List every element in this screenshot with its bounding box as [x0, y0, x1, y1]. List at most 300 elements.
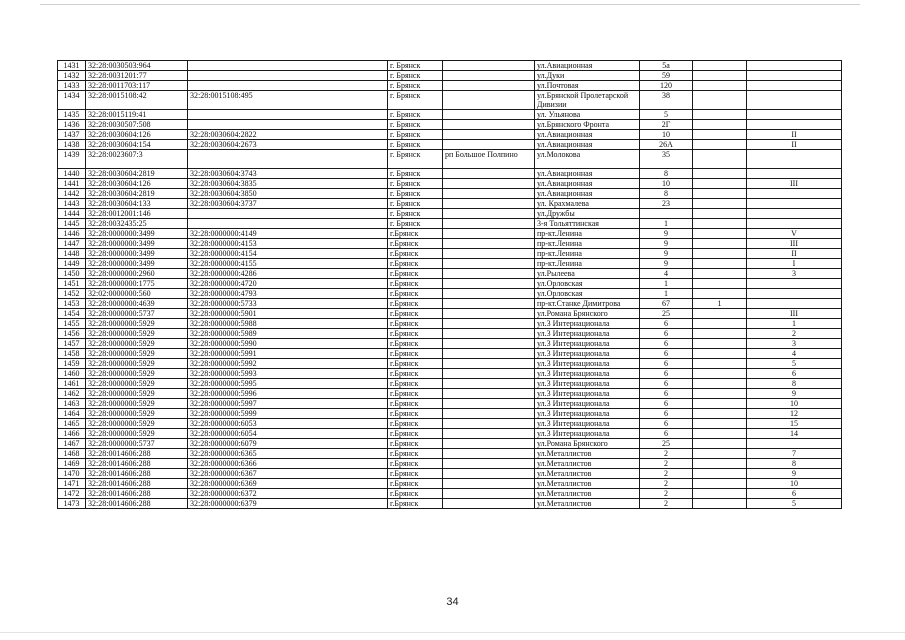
parent-cadastral-number: 32:28:0000000:5992 — [188, 359, 388, 369]
city: г. Брянск — [388, 91, 443, 110]
parent-cadastral-number: 32:28:0000000:4793 — [188, 289, 388, 299]
extra-field — [693, 269, 747, 279]
settlement — [443, 179, 535, 189]
city: г.Брянск — [388, 349, 443, 359]
city: г. Брянск — [388, 120, 443, 130]
city: г. Брянск — [388, 179, 443, 189]
parent-cadastral-number: 32:28:0030604:2822 — [188, 130, 388, 140]
settlement — [443, 489, 535, 499]
row-number: 1471 — [58, 479, 86, 489]
city: г. Брянск — [388, 71, 443, 81]
table-row — [58, 150, 842, 169]
house-number: 6 — [640, 369, 693, 379]
floor-field — [747, 189, 842, 199]
extra-field — [693, 499, 747, 509]
cadastral-number: 32:28:0000000:5929 — [86, 349, 188, 359]
settlement — [443, 339, 535, 349]
house-number: 9 — [640, 239, 693, 249]
house-number: 9 — [640, 249, 693, 259]
row-number: 1459 — [58, 359, 86, 369]
street: пр-кт.Ленина — [535, 259, 640, 269]
settlement — [443, 299, 535, 309]
table-row — [58, 329, 842, 339]
parent-cadastral-number: 32:28:0000000:4155 — [188, 259, 388, 269]
settlement — [443, 469, 535, 479]
floor-field — [747, 279, 842, 289]
city: г.Брянск — [388, 269, 443, 279]
street: ул.Молокова — [535, 150, 640, 169]
city: г. Брянск — [388, 140, 443, 150]
street: ул.3 Интернационала — [535, 339, 640, 349]
row-number: 1457 — [58, 339, 86, 349]
street: ул.3 Интернационала — [535, 319, 640, 329]
cadastral-number: 32:28:0000000:1775 — [86, 279, 188, 289]
floor-field: 5 — [747, 359, 842, 369]
table-row — [58, 389, 842, 399]
house-number: 25 — [640, 439, 693, 449]
row-number: 1435 — [58, 110, 86, 120]
extra-field — [693, 279, 747, 289]
row-number: 1436 — [58, 120, 86, 130]
cadastral-number: 32:28:0030604:133 — [86, 199, 188, 209]
settlement — [443, 309, 535, 319]
settlement — [443, 130, 535, 140]
cadastral-number: 32:28:0014606:288 — [86, 489, 188, 499]
table-row — [58, 429, 842, 439]
floor-field: V — [747, 229, 842, 239]
street: ул.Дуки — [535, 71, 640, 81]
settlement — [443, 369, 535, 379]
city: г.Брянск — [388, 259, 443, 269]
floor-field: 1 — [747, 319, 842, 329]
city: г. Брянск — [388, 219, 443, 229]
house-number: 1 — [640, 219, 693, 229]
floor-field: 9 — [747, 469, 842, 479]
house-number: 9 — [640, 229, 693, 239]
street: ул.3 Интернационала — [535, 349, 640, 359]
parent-cadastral-number — [188, 110, 388, 120]
extra-field — [693, 359, 747, 369]
floor-field: 9 — [747, 389, 842, 399]
city: г.Брянск — [388, 339, 443, 349]
city: г.Брянск — [388, 469, 443, 479]
parent-cadastral-number: 32:28:0030604:3737 — [188, 199, 388, 209]
city: г.Брянск — [388, 439, 443, 449]
floor-field: 15 — [747, 419, 842, 429]
cadastral-number: 32:28:0000000:5929 — [86, 429, 188, 439]
settlement — [443, 81, 535, 91]
cadastral-number: 32:28:0030604:154 — [86, 140, 188, 150]
row-number: 1462 — [58, 389, 86, 399]
floor-field: 8 — [747, 459, 842, 469]
cadastral-number: 32:28:0030604:126 — [86, 179, 188, 189]
table-row — [58, 91, 842, 110]
table-row — [58, 459, 842, 469]
floor-field — [747, 299, 842, 309]
cadastral-number: 32:28:0014606:288 — [86, 499, 188, 509]
city: г. Брянск — [388, 61, 443, 71]
table-row — [58, 269, 842, 279]
extra-field — [693, 239, 747, 249]
table-row — [58, 81, 842, 91]
floor-field — [747, 81, 842, 91]
row-number: 1431 — [58, 61, 86, 71]
street: ул.Романа Брянского — [535, 439, 640, 449]
settlement — [443, 419, 535, 429]
cadastral-number: 32:28:0000000:4639 — [86, 299, 188, 309]
house-number: 120 — [640, 81, 693, 91]
table-row — [58, 120, 842, 130]
settlement — [443, 199, 535, 209]
settlement — [443, 120, 535, 130]
row-number: 1454 — [58, 309, 86, 319]
table-row — [58, 489, 842, 499]
table-row — [58, 379, 842, 389]
settlement — [443, 61, 535, 71]
extra-field — [693, 469, 747, 479]
table-row — [58, 209, 842, 219]
house-number: 5 — [640, 110, 693, 120]
street: ул.Почтовая — [535, 81, 640, 91]
settlement — [443, 189, 535, 199]
extra-field — [693, 229, 747, 239]
settlement — [443, 329, 535, 339]
street: ул.Авиационная — [535, 130, 640, 140]
extra-field — [693, 189, 747, 199]
street: ул.3 Интернационала — [535, 329, 640, 339]
table-row — [58, 249, 842, 259]
street: ул.Авиационная — [535, 140, 640, 150]
row-number: 1447 — [58, 239, 86, 249]
parent-cadastral-number: 32:28:0000000:6369 — [188, 479, 388, 489]
cadastral-number: 32:02:0000000:560 — [86, 289, 188, 299]
parent-cadastral-number: 32:28:0000000:6379 — [188, 499, 388, 509]
settlement — [443, 209, 535, 219]
row-number: 1463 — [58, 399, 86, 409]
cadastral-number: 32:28:0000000:5929 — [86, 389, 188, 399]
parent-cadastral-number: 32:28:0000000:5989 — [188, 329, 388, 339]
cadastral-number: 32:28:0011703:117 — [86, 81, 188, 91]
row-number: 1438 — [58, 140, 86, 150]
house-number: 6 — [640, 379, 693, 389]
row-number: 1456 — [58, 329, 86, 339]
register-rows — [58, 61, 842, 509]
table-row — [58, 469, 842, 479]
extra-field — [693, 249, 747, 259]
city: г.Брянск — [388, 379, 443, 389]
table-row — [58, 339, 842, 349]
parent-cadastral-number — [188, 150, 388, 169]
row-number: 1453 — [58, 299, 86, 309]
settlement — [443, 91, 535, 110]
property-register-table — [57, 60, 842, 509]
floor-field — [747, 219, 842, 229]
extra-field — [693, 379, 747, 389]
parent-cadastral-number: 32:28:0000000:5996 — [188, 389, 388, 399]
settlement — [443, 399, 535, 409]
floor-field: 5 — [747, 499, 842, 509]
floor-field — [747, 110, 842, 120]
floor-field: I — [747, 259, 842, 269]
cadastral-number: 32:28:0014606:288 — [86, 469, 188, 479]
house-number: 23 — [640, 199, 693, 209]
house-number: 5а — [640, 61, 693, 71]
table-row — [58, 279, 842, 289]
floor-field: III — [747, 309, 842, 319]
street: ул.Брянской Пролетарской Дивизии — [535, 91, 640, 110]
house-number: 2 — [640, 459, 693, 469]
parent-cadastral-number: 32:28:0000000:6366 — [188, 459, 388, 469]
city: г.Брянск — [388, 309, 443, 319]
parent-cadastral-number: 32:28:0000000:5995 — [188, 379, 388, 389]
extra-field — [693, 329, 747, 339]
city: г.Брянск — [388, 239, 443, 249]
street: ул. Крахмалева — [535, 199, 640, 209]
row-number: 1437 — [58, 130, 86, 140]
table-row — [58, 189, 842, 199]
floor-field: 10 — [747, 399, 842, 409]
street: ул.Металлистов — [535, 489, 640, 499]
extra-field — [693, 479, 747, 489]
settlement — [443, 409, 535, 419]
city: г.Брянск — [388, 489, 443, 499]
table-row — [58, 319, 842, 329]
parent-cadastral-number: 32:28:0000000:6054 — [188, 429, 388, 439]
settlement — [443, 71, 535, 81]
parent-cadastral-number: 32:28:0030604:3743 — [188, 169, 388, 179]
street: ул.3 Интернационала — [535, 389, 640, 399]
street: ул.3 Интернационала — [535, 399, 640, 409]
house-number: 10 — [640, 179, 693, 189]
house-number: 2Г — [640, 120, 693, 130]
extra-field — [693, 179, 747, 189]
parent-cadastral-number: 32:28:0000000:4720 — [188, 279, 388, 289]
cadastral-number: 32:28:0031201:77 — [86, 71, 188, 81]
floor-field: 8 — [747, 379, 842, 389]
extra-field — [693, 439, 747, 449]
row-number: 1445 — [58, 219, 86, 229]
extra-field — [693, 459, 747, 469]
extra-field — [693, 61, 747, 71]
row-number: 1472 — [58, 489, 86, 499]
settlement — [443, 219, 535, 229]
cadastral-number: 32:28:0015119:41 — [86, 110, 188, 120]
street: ул.Авиационная — [535, 61, 640, 71]
street: ул.3 Интернационала — [535, 359, 640, 369]
settlement — [443, 449, 535, 459]
house-number: 2 — [640, 489, 693, 499]
city: г.Брянск — [388, 389, 443, 399]
settlement — [443, 389, 535, 399]
city: г.Брянск — [388, 369, 443, 379]
row-number: 1434 — [58, 91, 86, 110]
table-row — [58, 169, 842, 179]
table-row — [58, 479, 842, 489]
row-number: 1460 — [58, 369, 86, 379]
row-number: 1440 — [58, 169, 86, 179]
extra-field — [693, 150, 747, 169]
street: ул.3 Интернационала — [535, 429, 640, 439]
row-number: 1468 — [58, 449, 86, 459]
table-row — [58, 61, 842, 71]
floor-field — [747, 169, 842, 179]
settlement — [443, 459, 535, 469]
floor-field — [747, 209, 842, 219]
house-number: 26А — [640, 140, 693, 150]
parent-cadastral-number: 32:28:0030604:2673 — [188, 140, 388, 150]
row-number: 1469 — [58, 459, 86, 469]
city: г.Брянск — [388, 319, 443, 329]
cadastral-number: 32:28:0014606:288 — [86, 479, 188, 489]
cadastral-number: 32:28:0000000:3499 — [86, 249, 188, 259]
settlement — [443, 269, 535, 279]
city: г. Брянск — [388, 189, 443, 199]
extra-field — [693, 449, 747, 459]
street: ул. Ульянова — [535, 110, 640, 120]
street: ул.Металлистов — [535, 499, 640, 509]
cadastral-number: 32:28:0000000:5929 — [86, 339, 188, 349]
parent-cadastral-number — [188, 61, 388, 71]
floor-field: II — [747, 140, 842, 150]
parent-cadastral-number: 32:28:0000000:4153 — [188, 239, 388, 249]
table-row — [58, 140, 842, 150]
settlement — [443, 439, 535, 449]
street: ул.Металлистов — [535, 449, 640, 459]
city: г. Брянск — [388, 110, 443, 120]
settlement — [443, 429, 535, 439]
table-row — [58, 199, 842, 209]
settlement — [443, 499, 535, 509]
settlement — [443, 229, 535, 239]
settlement — [443, 359, 535, 369]
street: ул.Металлистов — [535, 479, 640, 489]
settlement — [443, 140, 535, 150]
city: г.Брянск — [388, 449, 443, 459]
table-row — [58, 219, 842, 229]
street: ул.Брянского Фронта — [535, 120, 640, 130]
extra-field — [693, 120, 747, 130]
floor-field: 7 — [747, 449, 842, 459]
table-row — [58, 110, 842, 120]
cadastral-number: 32:28:0000000:5929 — [86, 409, 188, 419]
extra-field — [693, 309, 747, 319]
extra-field — [693, 409, 747, 419]
floor-field: 6 — [747, 369, 842, 379]
parent-cadastral-number — [188, 219, 388, 229]
table-row — [58, 130, 842, 140]
street: ул.Авиационная — [535, 189, 640, 199]
street: ул.3 Интернационала — [535, 379, 640, 389]
settlement — [443, 110, 535, 120]
extra-field — [693, 319, 747, 329]
extra-field — [693, 130, 747, 140]
house-number: 59 — [640, 71, 693, 81]
row-number: 1466 — [58, 429, 86, 439]
settlement — [443, 379, 535, 389]
settlement — [443, 479, 535, 489]
extra-field — [693, 81, 747, 91]
table-row — [58, 419, 842, 429]
row-number: 1442 — [58, 189, 86, 199]
row-number: 1473 — [58, 499, 86, 509]
street: пр-кт.Ленина — [535, 239, 640, 249]
cadastral-number: 32:28:0030604:126 — [86, 130, 188, 140]
street: ул.Дружбы — [535, 209, 640, 219]
floor-field — [747, 61, 842, 71]
row-number: 1432 — [58, 71, 86, 81]
cadastral-number: 32:28:0000000:3499 — [86, 229, 188, 239]
row-number: 1458 — [58, 349, 86, 359]
settlement — [443, 289, 535, 299]
settlement: рп Большое Полпино — [443, 150, 535, 169]
cadastral-number: 32:28:0032435:25 — [86, 219, 188, 229]
extra-field — [693, 110, 747, 120]
row-number: 1444 — [58, 209, 86, 219]
parent-cadastral-number: 32:28:0000000:5901 — [188, 309, 388, 319]
extra-field — [693, 489, 747, 499]
row-number: 1433 — [58, 81, 86, 91]
cadastral-number: 32:28:0000000:5929 — [86, 419, 188, 429]
floor-field: II — [747, 249, 842, 259]
settlement — [443, 249, 535, 259]
table-row — [58, 369, 842, 379]
floor-field: 14 — [747, 429, 842, 439]
cadastral-number: 32:28:0000000:5929 — [86, 359, 188, 369]
cadastral-number: 32:28:0015108:42 — [86, 91, 188, 110]
street: ул.Орловская — [535, 289, 640, 299]
parent-cadastral-number: 32:28:0000000:5993 — [188, 369, 388, 379]
cadastral-number: 32:28:0000000:2960 — [86, 269, 188, 279]
cadastral-number: 32:28:0023607:3 — [86, 150, 188, 169]
floor-field: II — [747, 130, 842, 140]
extra-field — [693, 91, 747, 110]
row-number: 1450 — [58, 269, 86, 279]
settlement — [443, 239, 535, 249]
parent-cadastral-number — [188, 120, 388, 130]
floor-field: III — [747, 179, 842, 189]
street: ул.3 Интернационала — [535, 419, 640, 429]
table-row — [58, 399, 842, 409]
house-number: 6 — [640, 319, 693, 329]
floor-field — [747, 439, 842, 449]
house-number: 67 — [640, 299, 693, 309]
house-number: 6 — [640, 359, 693, 369]
street: пр-кт.Ленина — [535, 229, 640, 239]
cadastral-number: 32:28:0000000:5929 — [86, 369, 188, 379]
extra-field: 1 — [693, 299, 747, 309]
table-row — [58, 409, 842, 419]
house-number: 6 — [640, 419, 693, 429]
row-number: 1464 — [58, 409, 86, 419]
parent-cadastral-number: 32:28:0000000:4154 — [188, 249, 388, 259]
extra-field — [693, 71, 747, 81]
extra-field — [693, 289, 747, 299]
parent-cadastral-number: 32:28:0000000:4149 — [188, 229, 388, 239]
street: ул.Авиационная — [535, 179, 640, 189]
floor-field: 6 — [747, 489, 842, 499]
row-number: 1452 — [58, 289, 86, 299]
parent-cadastral-number: 32:28:0000000:6365 — [188, 449, 388, 459]
city: г.Брянск — [388, 499, 443, 509]
table-row — [58, 179, 842, 189]
city: г.Брянск — [388, 289, 443, 299]
floor-field — [747, 71, 842, 81]
page-number: 34 — [446, 596, 459, 608]
street: ул.3 Интернационала — [535, 369, 640, 379]
floor-field: 3 — [747, 339, 842, 349]
city: г.Брянск — [388, 279, 443, 289]
cadastral-number: 32:28:0000000:3499 — [86, 239, 188, 249]
